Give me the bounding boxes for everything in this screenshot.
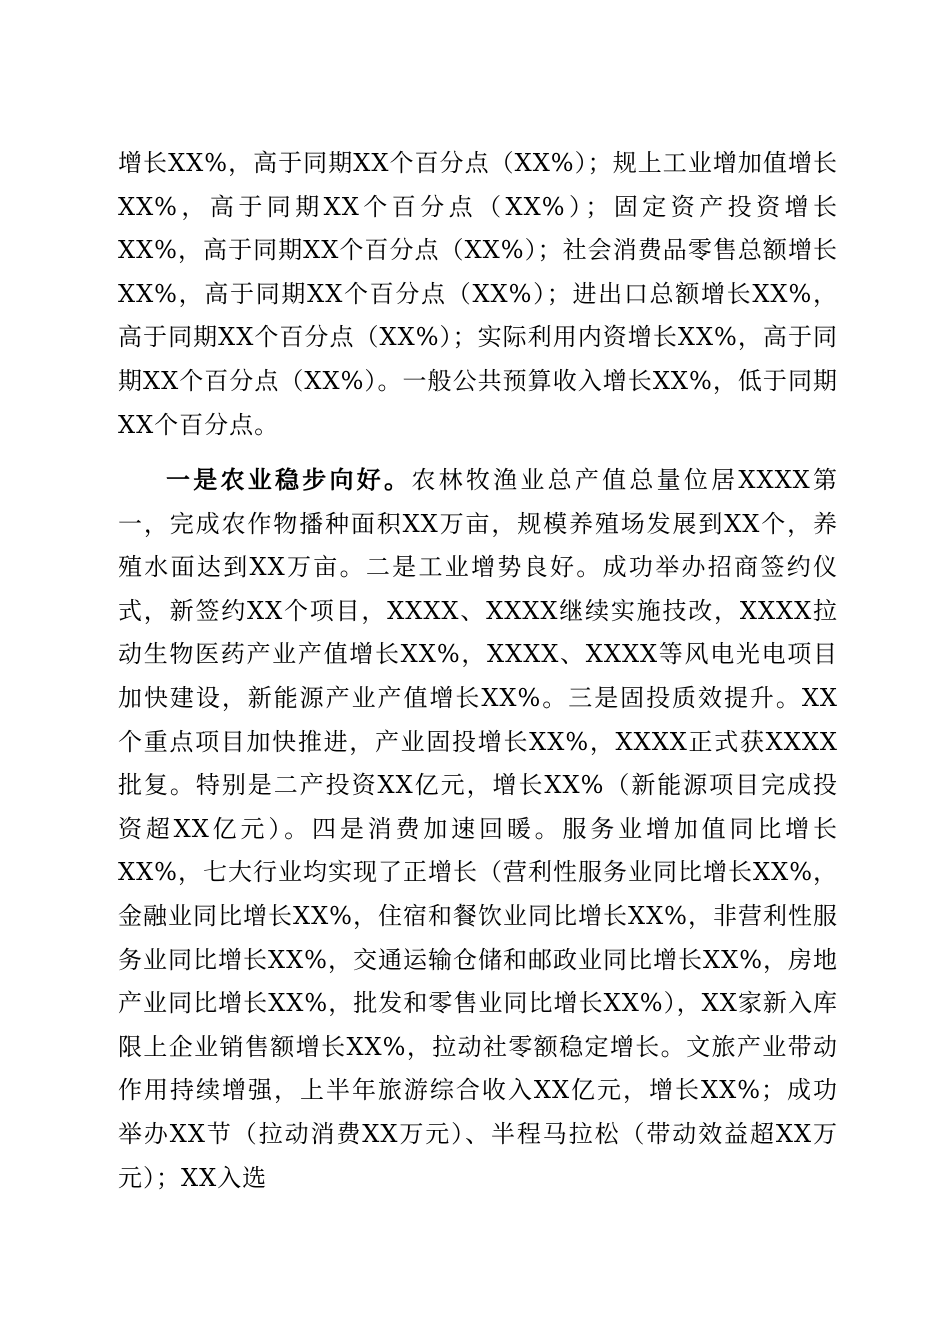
paragraph-lead-heading: 一是农业稳步向好。 (166, 465, 412, 494)
paragraph-economic-indicators: 增长XX%，高于同期XX个百分点（XX%）；规上工业增加值增长XX%，高于同期XX个百分点（XX%）；固定资产投资增长XX%，高于同期XX个百分点（XX%）；社会消费品零售总额增长XX%，高于同期XX个百分点（XX%）；进出口总额增长XX%，高于同期XX个百分点（XX%）；实际利用内资增长XX%，高于同期XX个百分点（XX%）。一般公共预算收入增长XX%，低于同期XX个百分点。 (118, 149, 838, 439)
paragraph-body-text: 农林牧渔业总产值总量位居XXXX第一，完成农作物播种面积XX万亩，规模养殖场发展到XX个，养殖水面达到XX万亩。二是工业增势良好。成功举办招商签约仪式，新签约XX个项目，XXXX、XXXX继续实施技改，XXXX拉动生物医药产业产值增长XX%，XXXX、XXXX等风电光电项目加快建设，新能源产业产值增长XX%。三是固投质效提升。XX个重点项目加快推进，产业固投增长XX%，XXXX正式获XXXX批复。特别是二产投资XX亿元，增长XX%（新能源项目完成投资超XX亿元）。四是消费加速回暖。服务业增加值同比增长XX%，七大行业均实现了正增长（营利性服务业同比增长XX%，金融业同比增长XX%，住宿和餐饮业同比增长XX%，非营利性服务业同比增长XX%，交通运输仓储和邮政业同比增长XX%，房地产业同比增长XX%，批发和零售业同比增长XX%），XX家新入库限上企业销售额增长XX%，拉动社零额稳定增长。文旅产业带动作用持续增强，上半年旅游综合收入XX亿元，增长XX%；成功举办XX节（拉动消费XX万元）、半程马拉松（带动效益超XX万元）；XX入选 (118, 466, 839, 1192)
paragraph-sector-progress (118, 458, 838, 1200)
